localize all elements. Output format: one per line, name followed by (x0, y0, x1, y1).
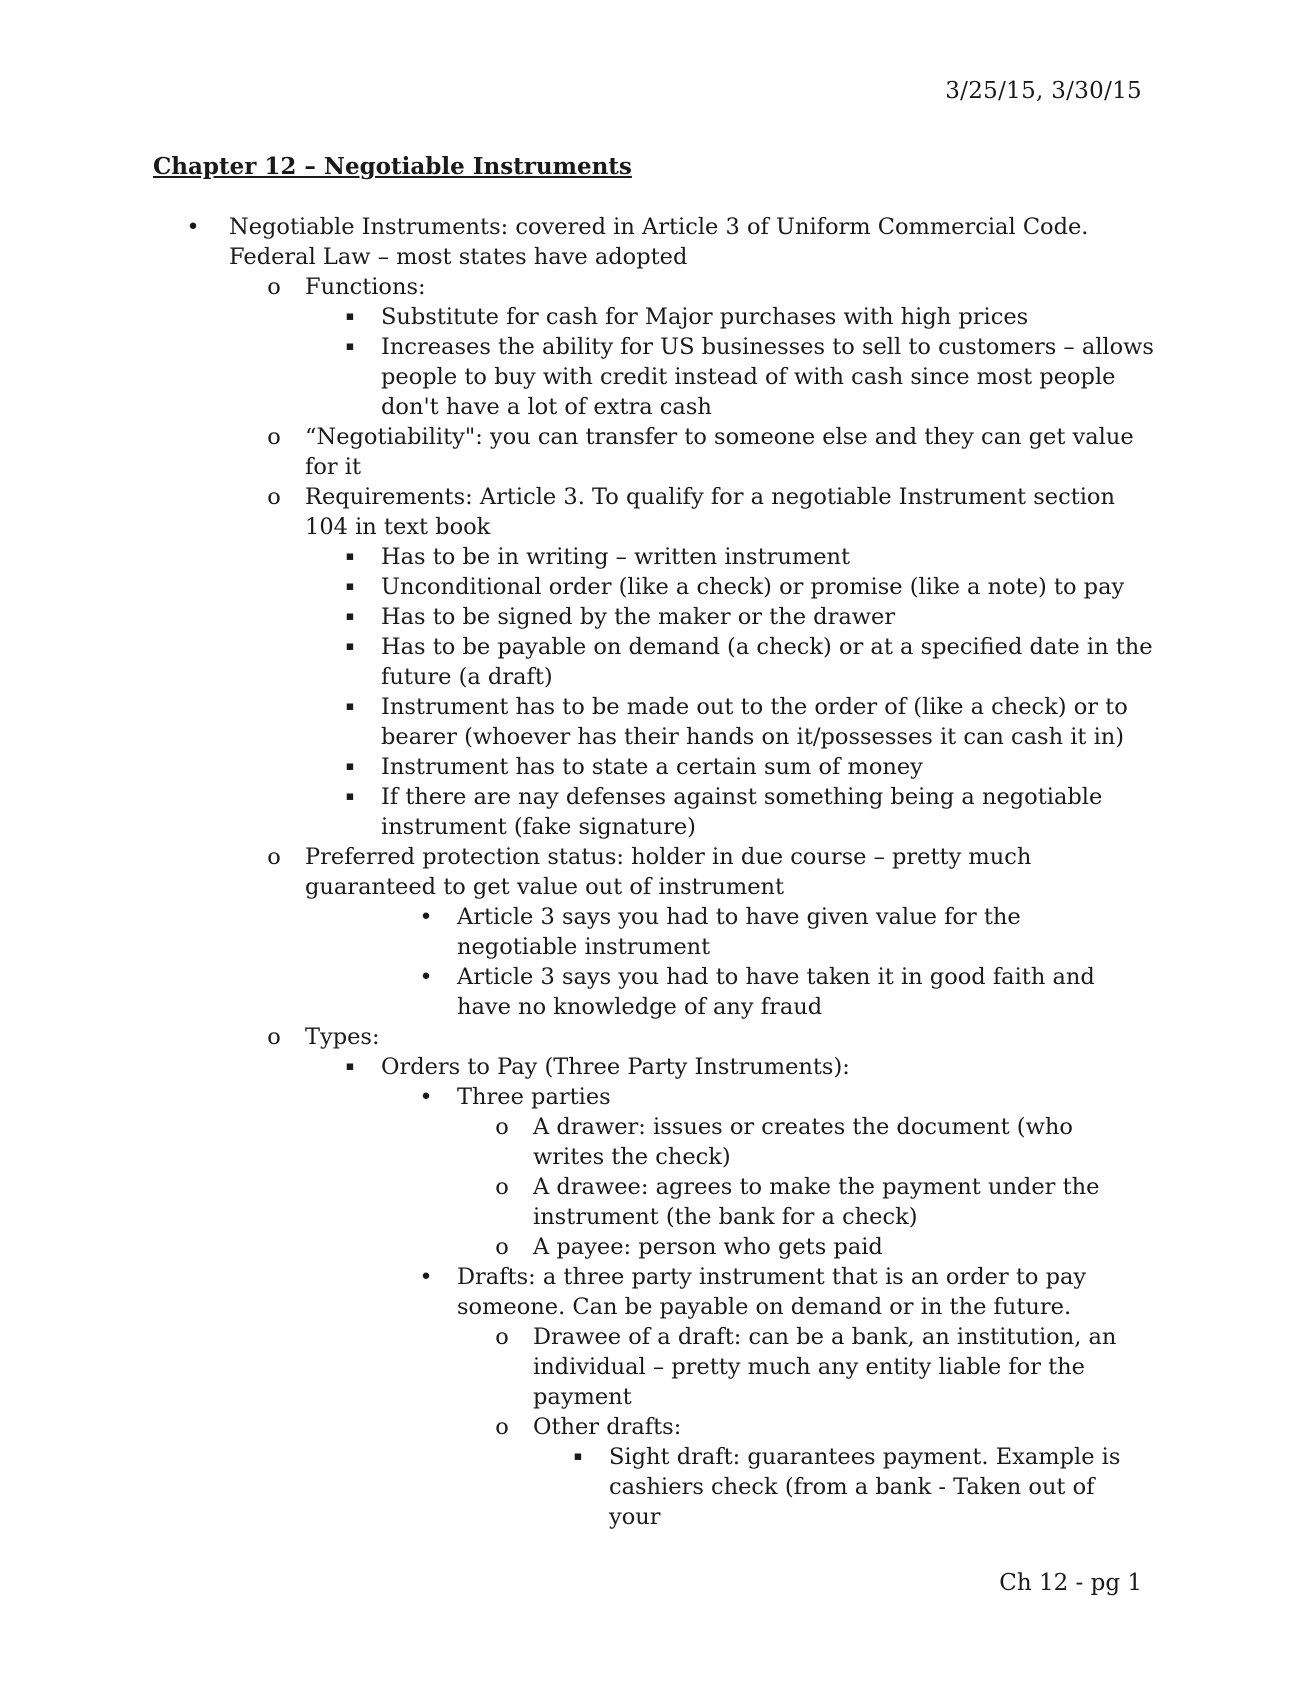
bullet-marker: ▪ (345, 339, 355, 354)
bullet-marker: o (267, 274, 281, 300)
bullet-marker: • (419, 1084, 433, 1110)
outline-item: ▪ If there are nay defenses against something being a negotiable instrument (fake signature) (381, 782, 1161, 842)
outline-item: o Requirements: Article 3. To qualify for a negotiable Instrument section 104 in text book (305, 482, 1150, 542)
outline-item: o A payee: person who gets paid (533, 1232, 1147, 1262)
outline-item: ▪ Has to be in writing – written instrument (381, 542, 1161, 572)
outline-item: ▪ Has to be signed by the maker or the drawer (381, 602, 1161, 632)
bullet-marker: ▪ (345, 579, 355, 594)
date-header: 3/25/15, 3/30/15 (945, 78, 1142, 104)
outline-item: • Drafts: a three party instrument that is an order to pay someone. Can be payable on demand or in the future. (457, 1262, 1147, 1322)
bullet-marker: o (495, 1234, 509, 1260)
outline-item: • Article 3 says you had to have given value for the negotiable instrument (457, 902, 1147, 962)
chapter-title: Chapter 12 – Negotiable Instruments (153, 153, 632, 180)
bullet-marker: ▪ (345, 549, 355, 564)
outline-item: • Three parties (457, 1082, 1147, 1112)
bullet-marker: • (419, 1264, 433, 1290)
bullet-marker: • (419, 904, 433, 930)
bullet-marker: • (419, 964, 433, 990)
notes-outline (0, 212, 1306, 1532)
outline-item: o A drawer: issues or creates the document (who writes the check) (533, 1112, 1147, 1172)
outline-item: ▪ Instrument has to state a certain sum of money (381, 752, 1161, 782)
outline-item: o Types: (305, 1022, 1150, 1052)
bullet-marker: o (495, 1114, 509, 1140)
outline-item: ▪ Has to be payable on demand (a check) or at a specified date in the future (a draft) (381, 632, 1161, 692)
bullet-marker: o (267, 1024, 281, 1050)
outline-item: o Preferred protection status: holder in due course – pretty much guaranteed to get value out of instrument (305, 842, 1150, 902)
outline-item: • Negotiable Instruments: covered in Article 3 of Uniform Commercial Code. Federal Law – most states have adopted (229, 212, 1139, 272)
outline-item: ▪ Substitute for cash for Major purchases with high prices (381, 302, 1161, 332)
bullet-marker: o (267, 484, 281, 510)
outline-item: o Other drafts: (533, 1412, 1147, 1442)
bullet-marker: ▪ (345, 609, 355, 624)
bullet-marker: • (186, 214, 200, 240)
outline-item: o Drawee of a draft: can be a bank, an institution, an individual – pretty much any entity liable for the payment (533, 1322, 1147, 1412)
bullet-marker: ▪ (345, 699, 355, 714)
page-number: Ch 12 - pg 1 (999, 1570, 1142, 1596)
outline-item: • Article 3 says you had to have taken it in good faith and have no knowledge of any fraud (457, 962, 1147, 1022)
bullet-marker: ▪ (345, 1059, 355, 1074)
bullet-marker: o (267, 844, 281, 870)
bullet-marker: ▪ (345, 789, 355, 804)
bullet-marker: ▪ (345, 759, 355, 774)
bullet-marker: ▪ (573, 1449, 583, 1464)
outline-item: ▪ Sight draft: guarantees payment. Example is cashiers check (from a bank - Taken out of your (609, 1442, 1149, 1532)
outline-item: o Functions: (305, 272, 1150, 302)
outline-item: ▪ Unconditional order (like a check) or promise (like a note) to pay (381, 572, 1161, 602)
bullet-marker: o (267, 424, 281, 450)
bullet-marker: ▪ (345, 639, 355, 654)
outline-item: o “Negotiability": you can transfer to someone else and they can get value for it (305, 422, 1150, 482)
bullet-marker: o (495, 1414, 509, 1440)
outline-item: o A drawee: agrees to make the payment under the instrument (the bank for a check) (533, 1172, 1147, 1232)
bullet-marker: ▪ (345, 309, 355, 324)
bullet-marker: o (495, 1324, 509, 1350)
outline-item: ▪ Orders to Pay (Three Party Instruments): (381, 1052, 1161, 1082)
bullet-marker: o (495, 1174, 509, 1200)
outline-item: ▪ Instrument has to be made out to the order of (like a check) or to bearer (whoever has their hands on it/possesses it can cash it in) (381, 692, 1161, 752)
outline-item: ▪ Increases the ability for US businesses to sell to customers – allows people to buy with credit instead of with cash since most people don't have a lot of extra cash (381, 332, 1161, 422)
